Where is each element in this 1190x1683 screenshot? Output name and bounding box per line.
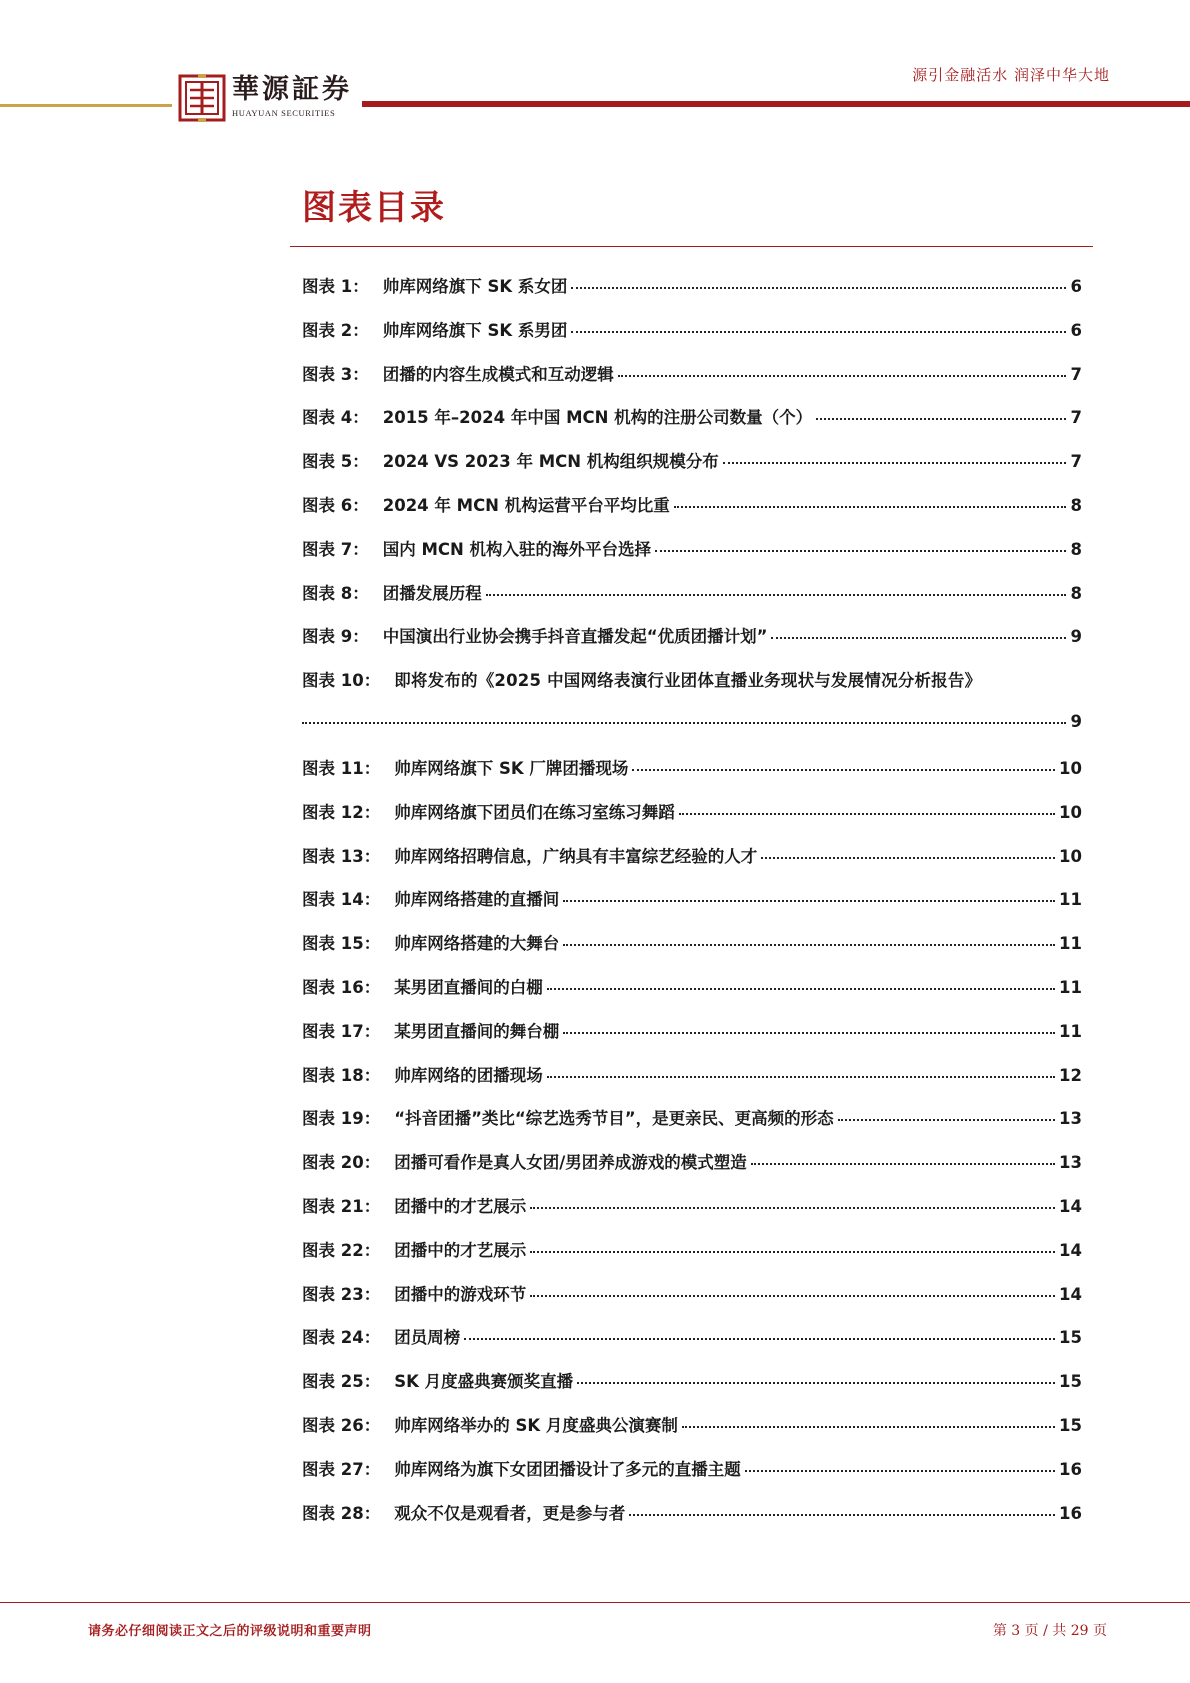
toc-item[interactable] — [302, 1368, 1082, 1412]
toc-item-label: 图表 16： — [302, 977, 381, 997]
toc-item-label: 图表 8： — [302, 583, 369, 603]
toc-item[interactable] — [302, 1105, 1082, 1149]
toc-leader-dots — [563, 886, 1055, 902]
toc-item-page: 10 — [1059, 846, 1082, 866]
toc-item-page: 11 — [1059, 977, 1082, 997]
toc-item-label: 图表 1： — [302, 277, 369, 296]
toc-item-page: 13 — [1059, 1109, 1082, 1129]
toc-leader-dots — [571, 317, 1066, 333]
toc-item-page: 6 — [1070, 277, 1082, 296]
toc-leader-dots — [530, 1237, 1055, 1253]
toc-item[interactable] — [302, 667, 1082, 711]
toc-item-title: “抖音团播”类比“综艺选秀节目”，是更亲民、更高频的形态 — [394, 1109, 834, 1129]
toc-item-label: 图表 13： — [302, 846, 381, 866]
toc-item-label: 图表 14： — [302, 890, 381, 910]
toc-item-title: 帅库网络旗下 SK 厂牌团播现场 — [394, 758, 629, 778]
toc-item[interactable] — [302, 1281, 1082, 1325]
toc-item-label: 图表 18： — [302, 1065, 381, 1085]
toc-leader-dots — [571, 273, 1066, 289]
toc-item-label: 图表 7： — [302, 539, 369, 559]
toc-item-title: 帅库网络举办的 SK 月度盛典公演赛制 — [394, 1415, 678, 1435]
toc-item-title: 2024 年 MCN 机构运营平台平均比重 — [382, 495, 670, 515]
toc-item-page: 12 — [1059, 1065, 1082, 1085]
toc-item-title: 中国演出行业协会携手抖音直播发起“优质团播计划” — [382, 627, 768, 647]
toc-item-title: 团播中的才艺展示 — [394, 1196, 527, 1216]
toc-item-page: 15 — [1059, 1328, 1082, 1348]
toc-item[interactable] — [302, 492, 1082, 536]
toc-item-title: 2024 VS 2023 年 MCN 机构组织规模分布 — [382, 452, 719, 472]
toc-item-page: 7 — [1070, 452, 1082, 472]
toc-item-label: 图表 20： — [302, 1153, 381, 1173]
toc-item-title: 帅库网络为旗下女团团播设计了多元的直播主题 — [394, 1459, 741, 1479]
toc-item-page: 7 — [1070, 364, 1082, 384]
toc-item[interactable] — [302, 1018, 1082, 1062]
toc-leader-dots — [761, 843, 1055, 859]
toc-leader-dots — [771, 623, 1066, 639]
toc-item-page: 11 — [1059, 1021, 1082, 1041]
toc-item-title: 帅库网络搭建的直播间 — [394, 890, 560, 910]
toc-item-label: 图表 5： — [302, 452, 369, 472]
logo-chinese-name: 華源証券 — [232, 74, 352, 105]
toc-item-title: 观众不仅是观看者，更是参与者 — [394, 1503, 626, 1523]
toc-item[interactable] — [302, 580, 1082, 624]
header-red-rule — [362, 101, 1190, 107]
toc-item-label: 图表 24： — [302, 1328, 381, 1348]
toc-item-title: 团播发展历程 — [382, 583, 482, 603]
toc-item[interactable] — [302, 1412, 1082, 1456]
toc-leader-dots — [486, 580, 1066, 596]
toc-item-title: 帅库网络招聘信息，广纳具有丰富综艺经验的人才 — [394, 846, 758, 866]
toc-leader-dots — [464, 1324, 1055, 1340]
toc-item-title: 团员周榜 — [394, 1328, 461, 1348]
toc-item-page: 14 — [1059, 1240, 1082, 1260]
toc-item-title: 帅库网络旗下团员们在练习室练习舞蹈 — [394, 802, 675, 822]
footer-divider — [0, 1602, 1190, 1603]
header-slogan: 源引金融活水 润泽中华大地 — [912, 66, 1110, 84]
toc-item-page: 15 — [1059, 1415, 1082, 1435]
huayuan-seal-icon — [178, 74, 226, 122]
toc-item-page: 15 — [1059, 1372, 1082, 1392]
toc-item[interactable] — [302, 1456, 1082, 1500]
toc-item-title: 团播的内容生成模式和互动逻辑 — [382, 364, 614, 384]
toc-leader-dots — [563, 1018, 1055, 1034]
toc-item-label: 图表 3： — [302, 364, 369, 384]
toc-item-label: 图表 4： — [302, 408, 369, 428]
toc-item-label: 图表 19： — [302, 1109, 381, 1129]
toc-leader-dots — [655, 536, 1066, 552]
toc-item[interactable] — [302, 755, 1082, 799]
toc-item-label: 图表 25： — [302, 1372, 381, 1392]
toc-leader-dots — [618, 361, 1066, 377]
toc-leader-dots — [632, 755, 1055, 771]
toc-item-page: 6 — [1070, 320, 1082, 340]
toc-item-page: 11 — [1059, 934, 1082, 954]
toc-item-title: 帅库网络搭建的大舞台 — [394, 934, 560, 954]
toc-leader-dots — [682, 1412, 1055, 1428]
toc-leader-dots — [751, 1149, 1055, 1165]
toc-item-title: 国内 MCN 机构入驻的海外平台选择 — [382, 539, 652, 559]
logo-english-name: HUAYUAN SECURITIES — [232, 108, 336, 118]
toc-item[interactable] — [302, 273, 1082, 317]
toc-item[interactable] — [302, 448, 1082, 492]
toc-leader-dots — [629, 1500, 1055, 1516]
company-logo — [178, 74, 352, 126]
toc-leader-dots — [674, 492, 1066, 508]
toc-item-label: 图表 12： — [302, 802, 381, 822]
toc-item[interactable] — [302, 1237, 1082, 1281]
toc-leader-dots — [838, 1105, 1055, 1121]
toc-leader-dots — [816, 404, 1066, 420]
toc-item-title: 帅库网络旗下 SK 系男团 — [382, 320, 568, 340]
toc-item-label: 图表 10： — [302, 671, 381, 691]
footer-page-info: 第 3 页 / 共 29 页 — [992, 1623, 1107, 1639]
toc-item-label: 图表 11： — [302, 758, 381, 778]
toc-item-page: 9 — [1070, 627, 1082, 647]
toc-leader-dots — [679, 799, 1055, 815]
toc-leader-dots — [577, 1368, 1055, 1384]
toc-item-title: 即将发布的《2025 中国网络表演行业团体直播业务现状与发展情况分析报告》 — [394, 671, 982, 691]
toc-item[interactable] — [302, 886, 1082, 930]
toc-item-label: 图表 2： — [302, 320, 369, 340]
toc-item[interactable] — [302, 536, 1082, 580]
toc-item-page: 8 — [1070, 495, 1082, 515]
toc-item-page: 16 — [1059, 1459, 1082, 1479]
toc-item-page: 10 — [1059, 802, 1082, 822]
toc-item-label: 图表 27： — [302, 1459, 381, 1479]
toc-item[interactable] — [302, 799, 1082, 843]
toc-item-title: 团播中的游戏环节 — [394, 1284, 527, 1304]
toc-leader-dots — [530, 1193, 1055, 1209]
toc-item-page: 11 — [1059, 890, 1082, 910]
toc-item-label: 图表 6： — [302, 495, 369, 515]
toc-item-page: 14 — [1059, 1196, 1082, 1216]
footer-disclaimer: 请务必仔细阅读正文之后的评级说明和重要声明 — [88, 1624, 372, 1639]
toc-item-title: 团播中的才艺展示 — [394, 1240, 527, 1260]
page-title: 图表目录 — [302, 188, 446, 228]
toc-item-title: SK 月度盛典赛颁奖直播 — [394, 1372, 574, 1392]
toc-item-label: 图表 26： — [302, 1415, 381, 1435]
toc-item-page: 7 — [1070, 408, 1082, 428]
toc-item-title: 团播可看作是真人女团/男团养成游戏的模式塑造 — [394, 1153, 747, 1173]
header-gold-rule — [0, 104, 172, 107]
toc-item-title: 某男团直播间的白棚 — [394, 977, 543, 997]
toc-item-title: 2015 年–2024 年中国 MCN 机构的注册公司数量（个） — [382, 408, 813, 428]
toc-item[interactable] — [302, 843, 1082, 887]
toc-leader-dots — [745, 1456, 1055, 1472]
toc-item-title: 帅库网络旗下 SK 系女团 — [382, 277, 568, 296]
toc-item-page: 16 — [1059, 1503, 1082, 1523]
toc-item-continuation[interactable] — [302, 711, 1082, 755]
toc-item-page: 8 — [1070, 539, 1082, 559]
toc-item-label: 图表 23： — [302, 1284, 381, 1304]
toc-item-label: 图表 21： — [302, 1196, 381, 1216]
toc-item-title: 某男团直播间的舞台棚 — [394, 1021, 560, 1041]
toc-leader-dots — [530, 1281, 1055, 1297]
toc-item[interactable] — [302, 404, 1082, 448]
toc-item-page: 8 — [1070, 583, 1082, 603]
toc-leader-dots — [302, 708, 1066, 724]
toc-item-page: 13 — [1059, 1153, 1082, 1173]
toc-item[interactable] — [302, 930, 1082, 974]
title-divider — [290, 246, 1093, 247]
toc-leader-dots — [547, 1062, 1055, 1078]
toc-item[interactable] — [302, 974, 1082, 1018]
toc-item[interactable] — [302, 1324, 1082, 1368]
toc-leader-dots — [563, 930, 1055, 946]
toc-item-page: 10 — [1059, 758, 1082, 778]
toc-item-title: 帅库网络的团播现场 — [394, 1065, 543, 1085]
toc-item[interactable] — [302, 623, 1082, 667]
toc-item-label: 图表 22： — [302, 1240, 381, 1260]
toc-item[interactable] — [302, 317, 1082, 361]
toc-item-page: 14 — [1059, 1284, 1082, 1304]
toc-item-label: 图表 9： — [302, 627, 369, 647]
toc-item-page: 9 — [1070, 711, 1082, 731]
toc-item-label: 图表 17： — [302, 1021, 381, 1041]
toc-item-label: 图表 15： — [302, 934, 381, 954]
toc-item-label: 图表 28： — [302, 1503, 381, 1523]
toc-item[interactable] — [302, 1149, 1082, 1193]
toc-leader-dots — [547, 974, 1055, 990]
toc-item[interactable] — [302, 1500, 1082, 1544]
toc-leader-dots — [723, 448, 1066, 464]
toc-item[interactable] — [302, 1062, 1082, 1106]
toc-list — [302, 273, 1082, 1543]
toc-item[interactable] — [302, 361, 1082, 405]
toc-item[interactable] — [302, 1193, 1082, 1237]
